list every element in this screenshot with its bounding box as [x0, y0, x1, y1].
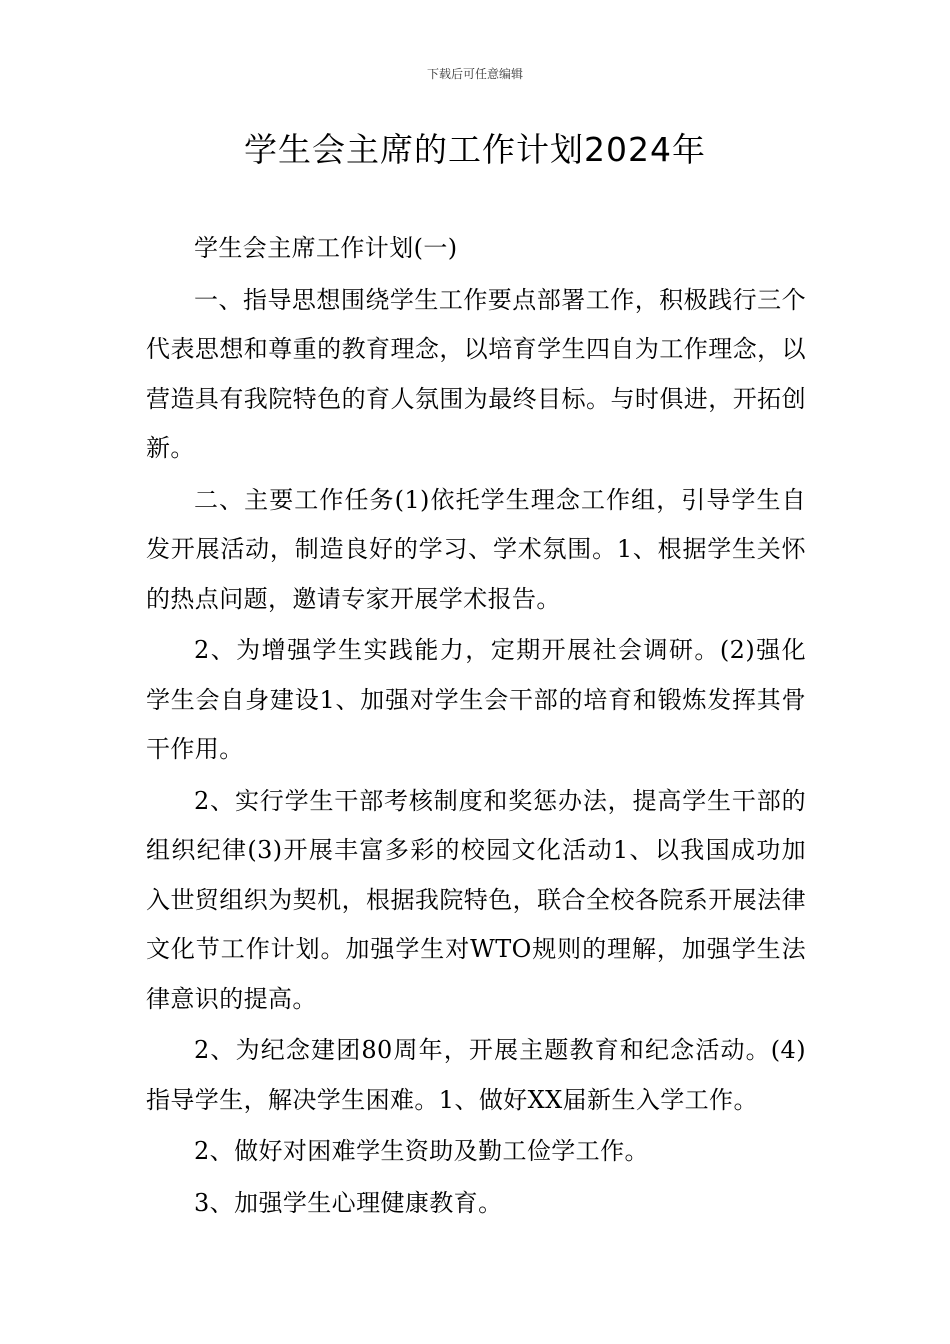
header-note: 下载后可任意编辑 — [426, 67, 523, 81]
paragraph-main-tasks: 二、主要工作任务(1)依托学生理念工作组，引导学生自发开展活动，制造良好的学习、学术氛围。1、根据学生关怀的热点问题，邀请专家开展学术报告。 — [146, 485, 806, 613]
paragraph-anniversary: 2、为纪念建团80周年，开展主题教育和纪念活动。(4)指导学生，解决学生困难。1、做好XX届新生入学工作。 — [146, 1036, 806, 1114]
paragraph-mental-health: 3、加强学生心理健康教育。 — [194, 1188, 503, 1217]
paragraph-cadre-assessment: 2、实行学生干部考核制度和奖惩办法，提高学生干部的组织纪律(3)开展丰富多彩的校园文化活动1、以我国成功加入世贸组织为契机，根据我院特色，联合全校各院系开展法律文化节工作计划。加强学生对WTO规则的理解，加强学生法律意识的提高。 — [146, 786, 806, 1013]
paragraph-guiding-thought: 一、指导思想围绕学生工作要点部署工作，积极践行三个代表思想和尊重的教育理念，以培育学生四自为工作理念，以营造具有我院特色的育人氛围为最终目标。与时俱进，开拓创新。 — [146, 285, 806, 462]
paragraph-student-aid: 2、做好对困难学生资助及勤工俭学工作。 — [194, 1137, 649, 1165]
document-title: 学生会主席的工作计划2024年 — [244, 130, 706, 169]
paragraph-practice-ability: 2、为增强学生实践能力，定期开展社会调研。(2)强化学生会自身建设1、加强对学生会干部的培育和锻炼发挥其骨干作用。 — [146, 636, 806, 763]
document-body — [146, 224, 806, 1230]
paragraph-subtitle: 学生会主席工作计划(一) — [194, 234, 458, 262]
